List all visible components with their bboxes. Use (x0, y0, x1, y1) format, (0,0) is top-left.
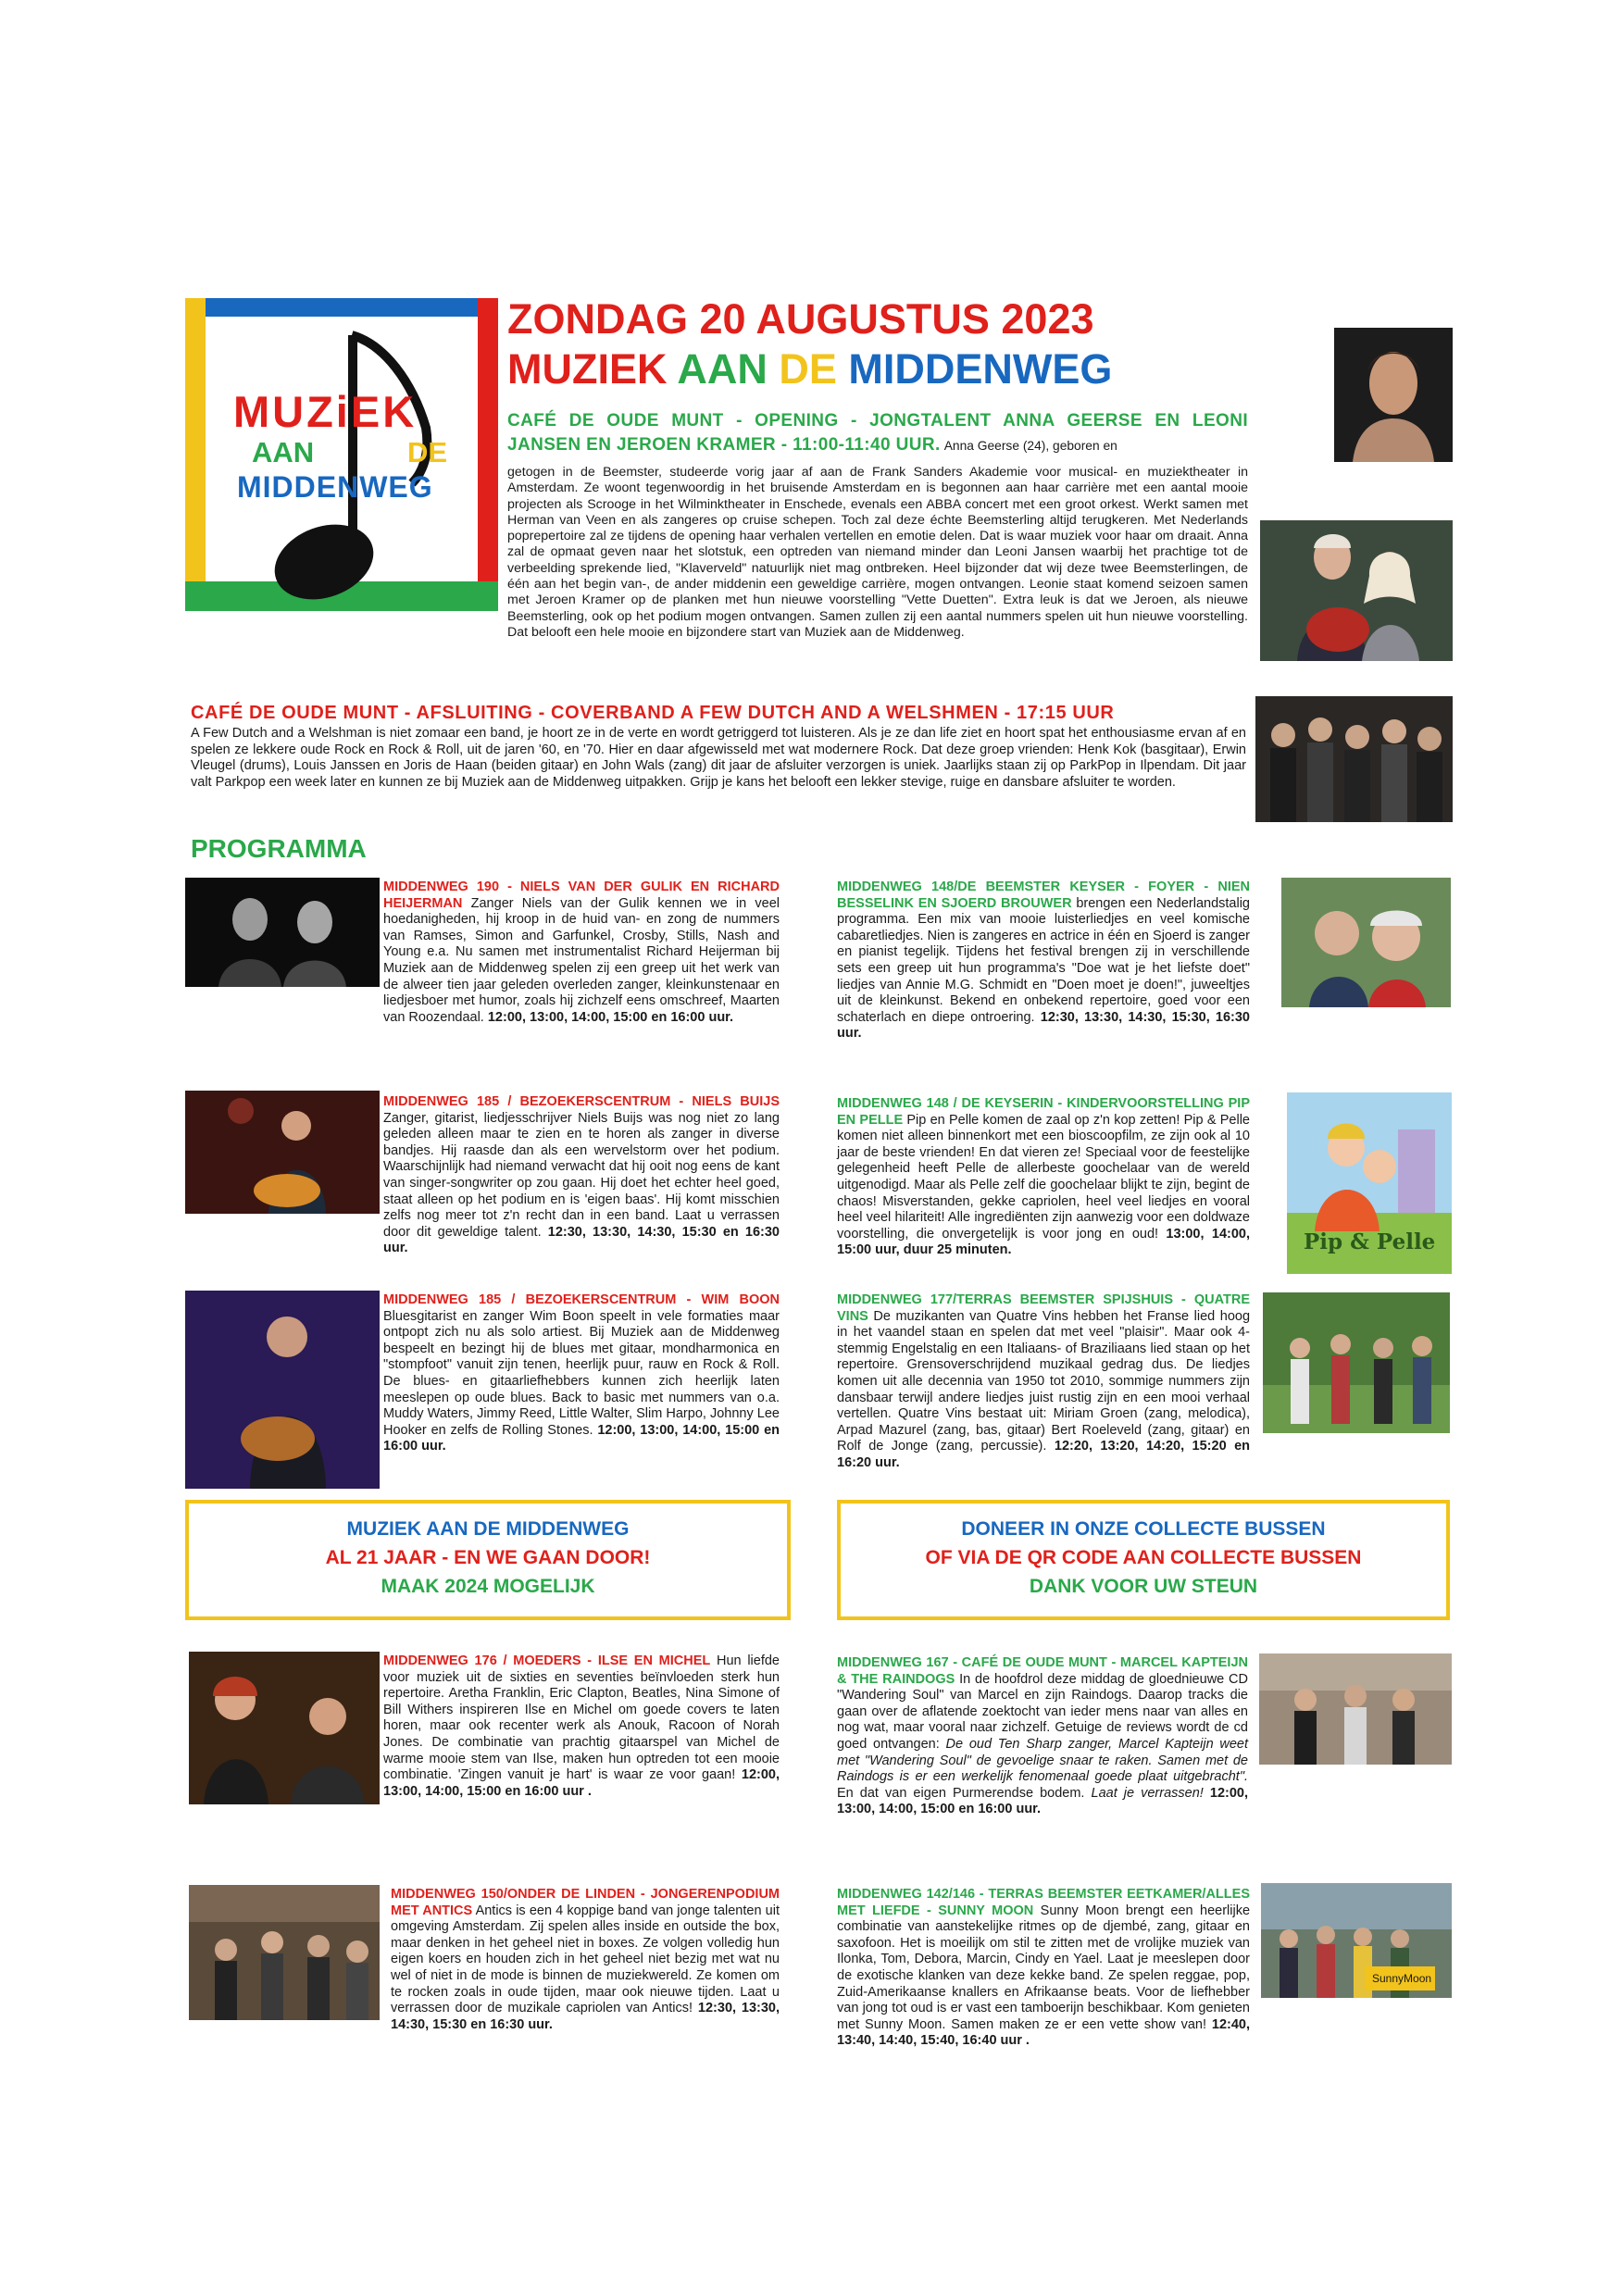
act-heading: MIDDENWEG 167 - CAFÉ DE OUDE MUNT - MARCEL KAPTEIJN & THE RAINDOGS (837, 1655, 1248, 1687)
act-times: 12:20, 13:20, 14:20, 15:20 en 16:20 uur. (837, 1439, 1251, 1470)
opening-body: getogen in de Beemster, studeerde vorig jaar af aan de Frank Sanders Akademie voor musical- en muziektheater in Amsterdam. Ze woont tegenwoordig in het bruisende Amsterdam en is begonnen aan haar carrière met een aantal mooie projecten als Scrooge in het Wilminktheater in Enschede, evenals een ABBA concert met een groot orkest. Werkt samen met Herman van Veen en als zangeres op cruise schepen. Toch zal deze échte Beemsterling altijd terugkeren. Met Nederlands poprepertoire zal ze tijdens de opening haar verhalen vertellen en emotie delen. Dat is waar muziek voor haar om draait. Anna zal de opmaat geven naar het slotstuk, een optreden van niemand minder dan Leoni Jansen waarbij het prachtige tot de verbeelding sprekende lied, "Klaverveld" natuurlijk niet mag ontbreken. Heel bijzonder dat wij deze twee Beemsterlingen, de één aan het begin van-, de ander middenin een geweldige carrière, mogen ontvangen. Leonie staat komend seizoen samen met Jeroen Kramer op de planken met hun nieuwe voorstelling "Vette Duetten". Extra leuk is dat we Jeroen, als nieuwe Beemsterling, ook op het podium mogen ontvangen. Samen zullen zij een aantal nummers spelen uit hun nieuwe voorstelling. Dat belooft een hele mooie en bijzondere start van Muziek aan de Middenweg. (507, 465, 1248, 640)
duo-portrait-icon (185, 878, 380, 987)
band-street-icon (1259, 1653, 1452, 1765)
act-body: Pip en Pelle komen de zaal op z'n kop zetten! Pip & Pelle komen niet alleen binnenkort met een bioscoopfilm, ze zijn ook al 10 jaar de beste vrienden! En dat vieren ze! Speciaal voor de feestelijke gelegenheid heeft Pelle de allerbeste goochelaar van de wereld uitgenodigd. Maar als Pelle zelf die goochelaar blijkt te zijn, begint de chaos! Misverstanden, gekke capriolen, heel veel liedjes en vooral heel veel hilariteit! Alle ingrediënten zijn aanwezig voor een doldwaze voorstelling, die onvergetelijk is voor jong en oud! (837, 1112, 1250, 1242)
act-body: Zanger, gitarist, liedjesschrijver Niels Buijs was nog niet zo lang geleden alleen maar te zien en te horen als zanger in diverse bandjes. Hij raasde dan als een wervelstorm over het podium. Waarschijnlijk had niemand verwacht dat hij ooit nog eens de kant van singer-songwriter op zou gaan. Hij doet het echter heel goed, staat alleen op het podium en is 'eigen baas'. Hij komt misschien zelfs nog meer tot z'n recht dan in een band. Laat u verrassen door dit geweldige talent. (383, 1110, 780, 1240)
act-times: 12:30, 13:30, 14:30, 15:30 en 16:30 uur. (391, 2001, 780, 2032)
nien-sjoerd-photo (1281, 878, 1451, 1007)
niels-buijs-photo (185, 1091, 380, 1214)
act-times: 12:00, 13:00, 14:00, 15:00 en 16:00 uur. (487, 1009, 734, 1025)
programma-title: PROGRAMMA (191, 834, 367, 863)
act-heading: MIDDENWEG 150/ONDER DE LINDEN - JONGERENPODIUM MET ANTICS (391, 1887, 780, 1918)
title-word-4: MIDDENWEG (848, 345, 1113, 393)
act-nien-sjoerd (837, 880, 1250, 1042)
opening-heading: CAFÉ DE OUDE MUNT - OPENING - JONGTALENT ANNA GEERSE EN LEONI JANSEN EN JEROEN KRAMER - 11:00-11:40 UUR. (507, 411, 1248, 455)
info-box-donate (837, 1500, 1450, 1620)
act-pip-pelle (837, 1096, 1250, 1259)
act-review-quote: De oud Ten Sharp zanger, Marcel Kapteijn weet met "Wandering Soul" de gevoelige snaar te raken. Samen met de Raindogs is er een werkelijk fenomenaal goede plaat uitgebracht". (837, 1736, 1249, 1785)
act-body: Zanger Niels van der Gulik kennen we in veel hoedanigheden, hij kroop in de huid van- en zong de nummers van Ramses, Simon and Garfunkel, Crosby, Stills, Nash and Young e.a. Nu samen met instrumentalist Richard Heijerman bij Muziek aan de Middenweg spelen zij een greep uit het werk van de alweer tien jaar geleden overleden zanger, kleinkunstenaar en liedjesboer met humor, zoals hij zichzelf eens omschreef, Maarten van Roozendaal. (383, 895, 780, 1025)
quartet-outdoor-icon (1263, 1292, 1450, 1433)
duo-singers-icon (189, 1652, 380, 1804)
coverband-photo (1255, 696, 1453, 822)
act-body: brengen een Nederlandstalig programma. Een mix van mooie luisterliedjes en veel komische cabaretliedjes. Nien is zangeres en actrice in één en Sjoerd is zanger en pianist tegelijk. Tijdens het festival brengen zij in verschillende sets een greep uit hun programma's "Doe wat je het liefste doet" liedjes van Annie M.G. Schmidt en "Doen moet je doen!", juweeltjes uit de kleinkunst. Bekend en onbekend repertoire, goed voor een schaterlach en diepe ontroering. (837, 895, 1250, 1025)
act-body: In de hoofdrol deze middag de gloednieuwe CD "Wandering Soul" van Marcel en zijn Raindogs. Daarop tracks die gaan over de aflatende zoektocht van ieder mens naar van alles en nog wat, maar vooral naar zichzelf. Getuige de reviews wordt de cd goed ontvangen: (837, 1671, 1248, 1752)
box-left-line1: MUZIEK AAN DE MIDDENWEG (346, 1518, 630, 1540)
leoni-jeroen-photo (1260, 520, 1453, 661)
duo-selfie-icon (1281, 878, 1451, 1007)
box-right-line1: DONEER IN ONZE COLLECTE BUSSEN (961, 1518, 1326, 1540)
act-marcel-kapteijn (837, 1655, 1248, 1818)
title-word-1: MUZIEK (507, 345, 668, 393)
box-left-line2: AL 21 JAAR - EN WE GAAN DOOR! (325, 1547, 651, 1568)
antics-photo (189, 1885, 380, 2020)
pip-pelle-photo (1287, 1092, 1452, 1274)
niels-gulik-photo (185, 878, 380, 987)
title-word-2: AAN (677, 345, 768, 393)
box-left-line3: MAAK 2024 MOGELIJK (381, 1576, 595, 1597)
box-right-line2: OF VIA DE QR CODE AAN COLLECTE BUSSEN (925, 1547, 1362, 1568)
singer-guitar-icon (185, 1091, 380, 1214)
act-niels-buijs (383, 1094, 780, 1257)
act-ilse-michel (383, 1653, 780, 1800)
page-title (507, 344, 1112, 394)
act-body-after: En dat van eigen Purmerendse bodem. (837, 1785, 1085, 1801)
act-times: 12:00, 13:00, 14:00, 15:00 en 16:00 uur. (383, 1422, 780, 1454)
act-surprise: Laat je verrassen! (1091, 1785, 1204, 1801)
act-heading: MIDDENWEG 185 / BEZOEKERSCENTRUM - NIELS BUIJS (383, 1094, 780, 1109)
act-times: 12:30, 13:30, 14:30, 15:30 en 16:30 uur. (383, 1224, 780, 1256)
act-body: Bluesgitarist en zanger Wim Boon speelt in vele formaties maar ontpopt zich nu als solo artiest. Bij Muziek aan de Middenweg bespeelt en bezingt hij de blues met gitaar, mondharmonica en "stompfoot" vanuit zijn tenen, heerlijk puur, rauw en Rock & Roll. De blues- en gitaarliefhebbers kunnen zich heerlijk laten meeslepen op oude blues. Back to basic met nummers van o.a. Muddy Waters, Jimmy Reed, Little Walter, Slim Harpo, Johnny Lee Hooker en zelfs de Rolling Stones. (383, 1308, 780, 1438)
logo-line2b: DE (407, 436, 448, 468)
quatre-vins-photo (1263, 1292, 1450, 1433)
portrait-icon (1334, 328, 1453, 462)
act-times: 12:00, 13:00, 14:00, 15:00 en 16:00 uur. (837, 1785, 1248, 1817)
act-heading: MIDDENWEG 142/146 - TERRAS BEEMSTER EETKAMER/ALLES MET LIEFDE - SUNNY MOON (837, 1887, 1250, 1918)
act-heading: MIDDENWEG 148/DE BEEMSTER KEYSER - FOYER - NIEN BESSELINK EN SJOERD BROUWER (837, 880, 1250, 911)
act-heading: MIDDENWEG 176 / MOEDERS - ILSE EN MICHEL (383, 1653, 711, 1668)
opening-lead: Anna Geerse (24), geboren en (943, 439, 1117, 453)
wim-boon-photo (185, 1291, 380, 1489)
act-times: 13:00, 14:00, 15:00 uur, duur 25 minuten. (837, 1226, 1250, 1258)
act-body: Sunny Moon brengt een heerlijke combinatie van aanstekelijke ritmes op de djembé, zang, gitaar en saxofoon. Het is moeilijk om stil te zitten met de vrolijke muziek van Ilonka, Tom, Debora, Marcin, Cindy en Yael. Laat je meeslepen door de exotische klanken van deze kekke band. Ze spelen reggae, pop, Zuid-Amerikaanse knallers en Afrikaanse beats. Voor de liefhebber van jong tot oud is er vast een tamboerijn beschikbaar. Kom genieten met Sunny Moon. Samen maken ze er een vette show van! (837, 1903, 1251, 2032)
pip-pelle-logo-text: Pip & Pelle (1304, 1229, 1436, 1254)
closing-heading: CAFÉ DE OUDE MUNT - AFSLUITING - COVERBAND A FEW DUTCH AND A WELSHMEN - 17:15 UUR (191, 703, 1115, 723)
act-wim-boon (383, 1292, 780, 1455)
logo-line1: MUZiEK (233, 387, 418, 436)
closing-body: A Few Dutch and a Welshman is niet zomaar een band, je hoort ze in de verte en wordt getriggerd tot luisteren. Als je ze dan life ziet en hoort spat het enthousiasme ervan af en spelen ze lekkere oude Rock en Rock & Roll, uit de jaren '60, en '70. Hier en daar afgewisseld met wat modernere Rock. Dat deze groep vrienden: Henk Kok (basgitaar), Erwin Vleugel (drums), Louis Janssen en Joris de Haan (beiden gitaar) en John Wals (zang) dit jaar de afsluiter verzorgen is uniek. Jaarlijks staan zij op ParkPop in Ilpendam. Dit jaar valt Parkpop een week later en kunnen ze bij Muziek aan de Middenweg uitpakken. Grijp je kans het belooft een lekker stevige, ruige en dansbare afsluiter te worden. (191, 726, 1246, 790)
ilse-michel-photo (189, 1652, 380, 1804)
act-antics (391, 1887, 780, 2033)
act-heading: MIDDENWEG 190 - NIELS VAN DER GULIK EN RICHARD HEIJERMAN (383, 880, 780, 911)
act-times: 12:00, 13:00, 14:00, 15:00 en 16:00 uur . (383, 1767, 780, 1799)
sunny-moon-banner-text: SunnyMoon (1372, 1972, 1432, 1985)
info-box-anniversary (185, 1500, 791, 1620)
act-times: 12:40, 13:40, 14:40, 15:40, 16:40 uur . (837, 2016, 1250, 2049)
anna-geerse-photo (1334, 328, 1453, 462)
festival-logo (185, 298, 498, 611)
act-body: Hun liefde voor muziek uit de sixties en seventies beïnvloeden sterk hun repertoire. Aretha Franklin, Eric Clapton, Beatles, Nina Simone of Bill Withers inspireren Ilse en Michel om goede covers te laten horen, maar ook recenter werk als Anouk, Racoon of Norah Jones. De combinatie van prachtig gitaarspel van Michel de warme mooie stem van Ilse, maken hun optreden tot een mooie combinatie. 'Zingen vanuit je hart' is waar ze voor gaan! (383, 1653, 780, 1783)
act-sunny-moon (837, 1887, 1250, 2050)
marcel-kapteijn-photo (1259, 1653, 1452, 1765)
act-quatre-vins (837, 1292, 1250, 1472)
logo-line3: MIDDENWEG (237, 470, 433, 504)
band-rehearsal-icon (189, 1885, 380, 2020)
event-date: ZONDAG 20 AUGUSTUS 2023 (507, 295, 1094, 343)
act-times: 12:30, 13:30, 14:30, 15:30, 16:30 uur. (837, 1009, 1250, 1042)
act-heading: MIDDENWEG 185 / BEZOEKERSCENTRUM - WIM BOON (383, 1292, 780, 1307)
act-body: De muzikanten van Quatre Vins hebben het Franse lied hoog in het vaandel staan en spelen dat met veel "plaisir". Maar ook 4- stemmig Engelstalig en een Italiaans- of Braziliaans lied staan op het repertoire. Grensoverschrijdend muzikaal gedrag dus. De liedjes komen uit alle decennia van 1950 tot 2010, sommige nummers zijn dansbaar terwijl andere liedjes juist rustig zijn en een mooi verhaal vertellen. Quatre Vins bestaat uit: Miriam Groen (zang, melodica), Arpad Mazurel (zang, bas, gitaar) Bert Roeleveld (zang, gitaar) en Rolf de Jonge (zang, percussie). (837, 1308, 1251, 1454)
opening-section (507, 409, 1248, 457)
sunny-moon-photo (1261, 1883, 1452, 1998)
act-heading: MIDDENWEG 148 / DE KEYSERIN - KINDERVOORSTELLING PIP EN PELLE (837, 1096, 1250, 1128)
band-group-icon (1255, 696, 1453, 822)
act-niels-gulik (383, 880, 780, 1026)
duo-with-guitar-icon (1260, 520, 1453, 661)
act-body: Antics is een 4 koppige band van jonge talenten uit omgeving Amsterdam. Zij spelen alles inside en outside the box, maar denken in het geheel niet in boxes. Ze volgen volledig hun eigen koers en houden zich in het geheel niet bezig met wat nu wel of niet in de mode is binnen de muziekwereld. Ze komen om te rocken zoals in oude tijden, maar ook nieuwe tijden. Laat u verrassen door de muzikale capriolen van Antics! (391, 1903, 780, 2016)
music-note-logo-icon (185, 298, 498, 611)
box-right-line3: DANK VOOR UW STEUN (1029, 1576, 1258, 1597)
blues-guitarist-icon (185, 1291, 380, 1489)
title-word-3: DE (779, 345, 837, 393)
act-heading: MIDDENWEG 177/TERRAS BEEMSTER SPIJSHUIS - QUATRE VINS (837, 1292, 1250, 1324)
logo-line2a: AAN (252, 436, 315, 468)
